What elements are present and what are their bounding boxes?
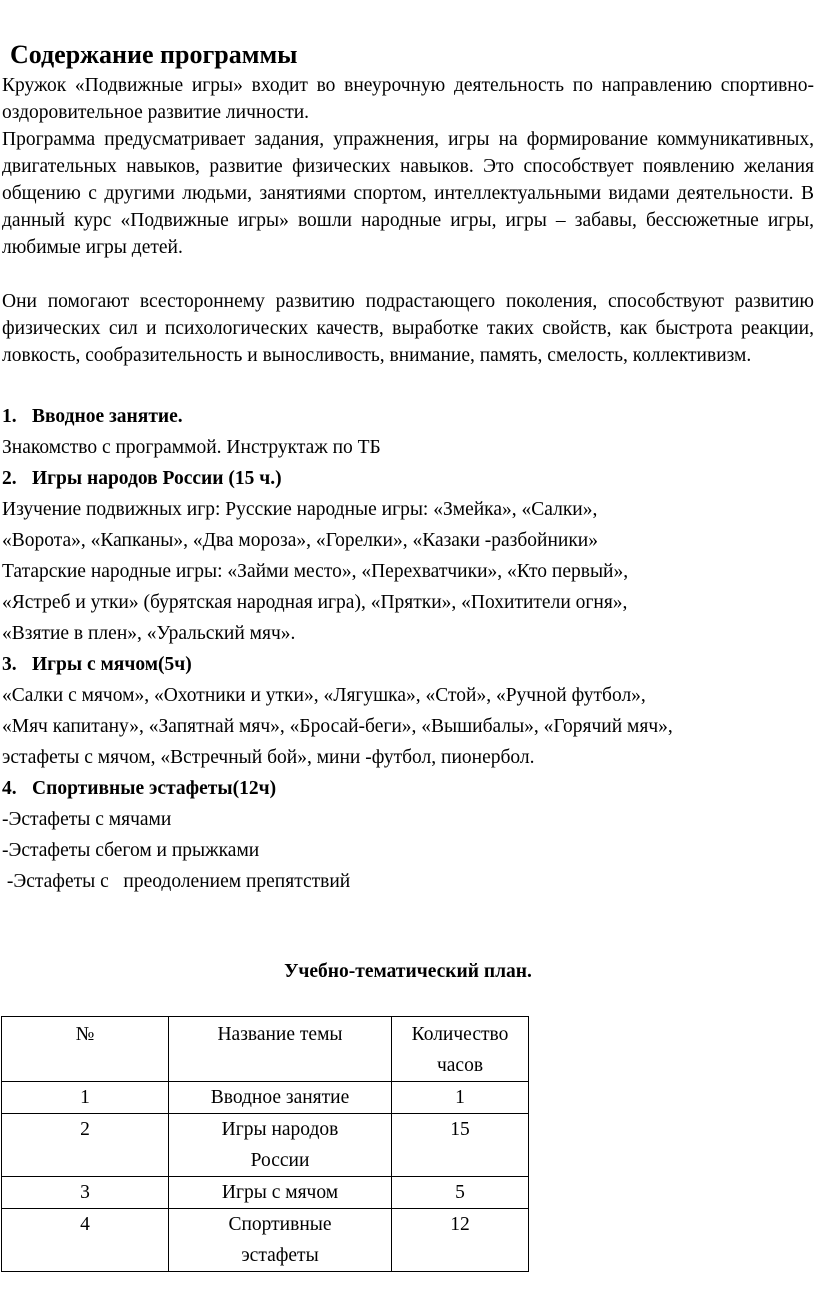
section-line: Татарские народные игры: «Займи место», «Перехватчики», «Кто первый», — [2, 561, 629, 582]
header-topic: Название темы — [169, 1017, 392, 1082]
section-title: Игры с мячом(5ч) — [32, 654, 192, 675]
section-line: эстафеты с мячом, «Встречный бой», мини -футбол, пионербол. — [2, 747, 535, 768]
section-line: -Эстафеты с преодолением препятствий — [2, 871, 351, 892]
section-number: 3. — [2, 654, 17, 675]
header-hours: Количество часов — [392, 1017, 529, 1082]
section-number: 1. — [2, 406, 17, 427]
cell-topic: Вводное занятие — [169, 1082, 392, 1114]
intro-paragraph-3: Они помогают всестороннему развитию подрастающего поколения, способствуют развитию физических сил и психологических качеств, выработке таких свойств, как быстрота реакции, ловкость, сообразительность и выносливость, внимание, память, смелость, коллективизм. — [2, 291, 814, 366]
plan-title: Учебно-тематический план. — [284, 961, 532, 982]
header-number: № — [2, 1017, 169, 1082]
section-heading-2 — [2, 465, 282, 492]
plan-table — [1, 1016, 529, 1272]
cell-hours: 1 — [392, 1082, 529, 1114]
cell-hours: 12 — [392, 1209, 529, 1272]
page-title: Содержание программы — [10, 40, 298, 69]
section-number: 2. — [2, 468, 17, 489]
cell-number: 3 — [2, 1177, 169, 1209]
cell-topic: Спортивные эстафеты — [169, 1209, 392, 1272]
section-heading-1 — [2, 403, 183, 430]
section-line: Изучение подвижных игр: Русские народные игры: «Змейка», «Салки», — [2, 499, 598, 520]
section-line: «Ястреб и утки» (бурятская народная игра), «Прятки», «Похитители огня», — [2, 592, 628, 613]
cell-hours: 5 — [392, 1177, 529, 1209]
cell-topic: Игры народов России — [169, 1114, 392, 1177]
table-header-row — [2, 1017, 529, 1082]
section-line: Знакомство с программой. Инструктаж по ТБ — [2, 437, 381, 458]
section-heading-3 — [2, 651, 192, 678]
section-line: «Салки с мячом», «Охотники и утки», «Лягушка», «Стой», «Ручной футбол», — [2, 685, 646, 706]
intro-paragraph-1: Кружок «Подвижные игры» входит во внеурочную деятельность по направлению спортивно-оздоровительное развитие личности. — [2, 75, 814, 123]
table-row — [2, 1114, 529, 1177]
section-line: «Ворота», «Капканы», «Два мороза», «Горелки», «Казаки -разбойники» — [2, 530, 598, 551]
section-line: -Эстафеты с мячами — [2, 809, 172, 830]
section-number: 4. — [2, 778, 17, 799]
section-line: -Эстафеты сбегом и прыжками — [2, 840, 260, 861]
table-row — [2, 1082, 529, 1114]
section-title: Игры народов России (15 ч.) — [32, 468, 282, 489]
section-heading-4 — [2, 775, 276, 802]
cell-topic: Игры с мячом — [169, 1177, 392, 1209]
cell-number: 2 — [2, 1114, 169, 1177]
section-title: Вводное занятие. — [32, 406, 183, 427]
table-row — [2, 1177, 529, 1209]
section-title: Спортивные эстафеты(12ч) — [32, 778, 277, 799]
section-line: «Взятие в плен», «Уральский мяч». — [2, 623, 296, 644]
cell-hours: 15 — [392, 1114, 529, 1177]
cell-number: 1 — [2, 1082, 169, 1114]
intro-paragraph-2: Программа предусматривает задания, упражнения, игры на формирование коммуникативных, двигательных навыков, развитие физических навыков. Это способствует появлению желания общению с другими людьми, занятиями спортом, интеллектуальными видами деятельности. В данный курс «Подвижные игры» вошли народные игры, игры – забавы, бессюжетные игры, любимые игры детей. — [2, 129, 814, 258]
table-row — [2, 1209, 529, 1272]
cell-number: 4 — [2, 1209, 169, 1272]
section-line: «Мяч капитану», «Запятнай мяч», «Бросай-беги», «Вышибалы», «Горячий мяч», — [2, 716, 673, 737]
